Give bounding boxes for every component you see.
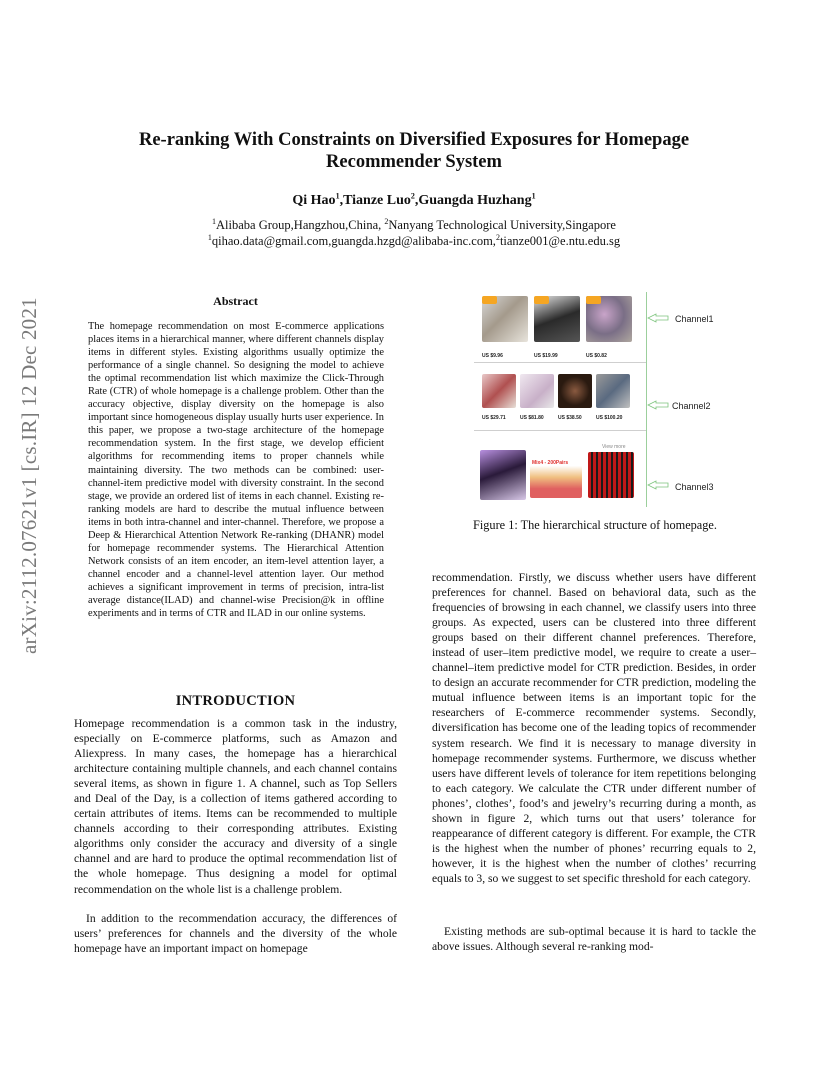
channel-2-arrow [648, 401, 668, 409]
abstract-heading: Abstract [213, 294, 258, 308]
product-image [480, 450, 526, 500]
author-3-affil: 1 [531, 191, 536, 201]
channel-3-panel [474, 442, 646, 504]
affil-1: Alibaba Group,Hangzhou,China, [216, 218, 385, 232]
author-list [100, 193, 728, 209]
figure-1 [474, 292, 647, 507]
price-label: US $9.96 [482, 353, 503, 359]
view-more-link[interactable]: View more [602, 444, 626, 450]
author-1-affil: 1 [335, 191, 340, 201]
channel-2-label: Channel2 [672, 401, 711, 411]
promo-banner: Mix4 - 200Pairs [532, 460, 569, 466]
channel-3-label: Channel3 [675, 482, 714, 492]
email-1: qihao.data@gmail.com,guangda.hzgd@alibaba-inc.com, [211, 234, 496, 248]
affil-mark-2: 2 [384, 216, 389, 226]
price-label: US $81.80 [520, 415, 544, 421]
arxiv-identifier: arXiv:2112.07621v1 [cs.IR] 12 Dec 2021 [17, 297, 41, 654]
product-image [588, 452, 634, 498]
channel-3-arrow [648, 481, 668, 489]
author-2: ,Tianze Luo [339, 193, 411, 208]
affiliations [80, 218, 748, 233]
author-3: ,Guangda Huzhang [414, 193, 532, 208]
email-mark-2: 2 [495, 232, 500, 242]
introduction-heading: INTRODUCTION [175, 693, 296, 709]
price-label: US $38.50 [558, 415, 582, 421]
product-image [520, 374, 554, 408]
discount-badge [482, 296, 497, 304]
emails [80, 234, 748, 249]
channel-1-arrow [648, 314, 668, 322]
product-image [558, 374, 592, 408]
discount-badge [586, 296, 601, 304]
figure-caption: Figure 1: The hierarchical structure of homepage. [473, 518, 717, 532]
product-image [596, 374, 630, 408]
affil-2: Nanyang Technological University,Singapore [388, 218, 616, 232]
price-label: US $29.71 [482, 415, 506, 421]
intro-paragraph-2: In addition to the recommendation accuracy, the differences of users’ preferences for channels and the diversity of the whole homepage have an important impact on homepage [74, 912, 397, 956]
author-2-affil: 2 [410, 191, 415, 201]
right-column-paragraph-1: recommendation. Firstly, we discuss whether users have different preferences for channel. Based on behavioral data, such as the frequencies of browsing in each channel, we classify users into three groups. As expected, users can be clustered into three different groups based on their different channel preferences. Therefore, instead of user–item predictive model, we require to create a user–channel–item predictive model for CTR prediction. Besides, in order to design an accurate recommender for CTR prediction, modeling the mutual influence between items is an important topic for the researchers of E-commerce recommender systems. Secondly, diversification has become one of the leading topics of recommender system research. We find it is necessary to manage diversity in homepage recommender systems. Furthermore, we discuss whether users have different levels of tolerance for item repetitions belonging to each category. We calculate the CTR under different number of phones’, clothes’, food’s and jewelry’s recurring during a month, as shown in figure 2, which turns out that users’ tolerance for reappearance of different category is different. For example, the CTR is the highest when the number of phones’ recurring equals to 2, however, it is the highest when the number of clothes’ recurring equals to 3, so we suggest to set specific threshold for each category. [432, 571, 756, 885]
author-1: Qi Hao [292, 193, 336, 208]
channel-1-label: Channel1 [675, 314, 714, 324]
affil-mark-1: 1 [212, 216, 217, 226]
price-label: US $19.99 [534, 353, 558, 359]
channel-2-panel [474, 370, 646, 431]
channel-1-panel [474, 292, 646, 363]
intro-paragraph-1: Homepage recommendation is a common task in the industry, especially on E-commerce platforms, such as Amazon and Aliexpress. In many cases, the homepage has a hierarchical architecture containing multiple channels, and each channel contains several items, as shown in figure 1. A channel, such as Top Sellers and Deal of the Day, is a collection of items gathered according to certain attributes of items. Items can be recommended to multiple channels according to their corresponding attributes. Existing algorithms only consider the accuracy and diversity of a single channel and are hard to produce the optimal recommendation list of the whole homepage. Thus designing a model for optimal recommendation on the whole list is a challenge problem. [74, 717, 397, 896]
paper-title [100, 129, 728, 173]
email-mark-1: 1 [207, 232, 212, 242]
price-label: US $100.20 [596, 415, 623, 421]
product-image [530, 452, 582, 498]
product-image [482, 374, 516, 408]
title-line-1: Re-ranking With Constraints on Diversified Exposures for Homepage [138, 130, 690, 150]
right-column-paragraph-2: Existing methods are sub-optimal because it is hard to tackle the above issues. Although several re-ranking mod- [432, 925, 756, 954]
title-line-2: Recommender System [326, 152, 502, 172]
channel-annotations [646, 292, 756, 507]
discount-badge [534, 296, 549, 304]
email-2: tianze001@e.ntu.edu.sg [499, 234, 621, 248]
price-label: US $0.82 [586, 353, 607, 359]
abstract-text: The homepage recommendation on most E-commerce applications places items in a hierarchical manner, where different channels display items in different styles. Existing algorithms usually optimize the performance of a single channel. So designing the model to achieve the optimal recommendation list which maximize the Click-Through Rate (CTR) of whole homepage is a challenge problem. Other than the accuracy objective, display diversity on the homepage is also important since homogeneous display usually hurts user experience. In this paper, we propose a two-stage architecture of the homepage recommendation system. In the first stage, we develop efficient algorithms for recommending items to proper channels while maintaining diversity. The two methods can be combined: user-channel-item predictive model with diversity constraint. In the second stage, we provide an ordered list of items in each channel. Existing re-ranking models are hard to describe the mutual influence between items in both intra-channel and inter-channel. Therefore, we propose a Deep & Hierarchical Attention Network Re-ranking (DHANR) model for homepage recommender systems. The Hierarchical Attention Network consists of an item encoder, an item-level attention layer, a channel encoder and a channel-level attention layer. Our method achieves a significant improvement in terms of precision, intra-list average distance(ILAD) and channel-wise Precision@k in offline experiments and in terms of CTR and ILAD in our online systems. [88, 321, 384, 620]
